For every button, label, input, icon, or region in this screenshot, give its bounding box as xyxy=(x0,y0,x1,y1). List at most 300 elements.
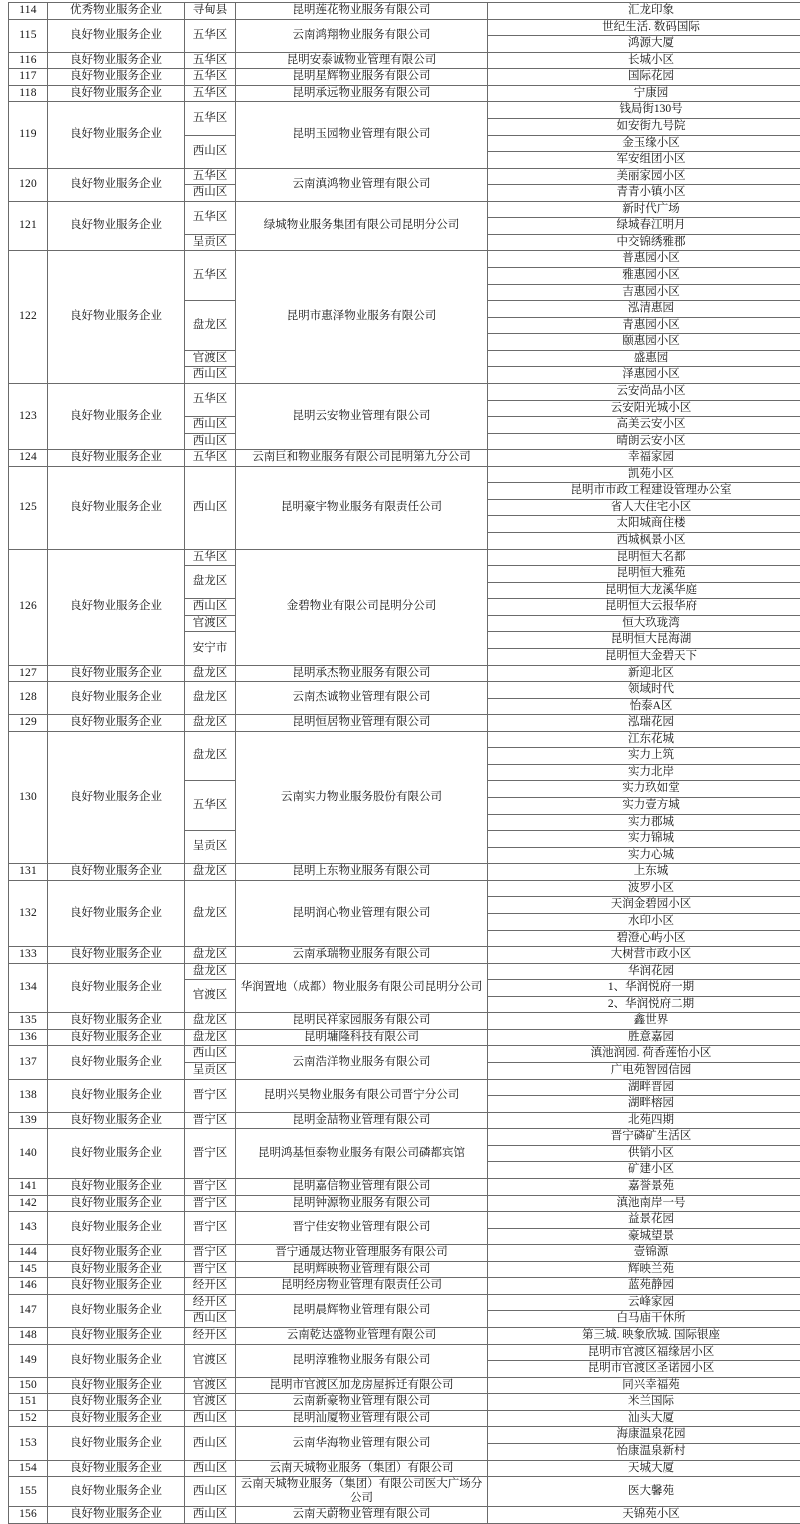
project-name-cell: 华润花园 xyxy=(488,963,800,980)
project-name-cell: 滇池南岸一号 xyxy=(488,1195,800,1212)
row-number-cell: 124 xyxy=(9,450,48,467)
company-name-cell: 云南华海物业管理有限公司 xyxy=(236,1427,488,1460)
district-cell: 五华区 xyxy=(185,549,236,566)
row-number-cell: 117 xyxy=(9,69,48,86)
company-name-cell: 昆明玉园物业管理有限公司 xyxy=(236,102,488,168)
company-name-cell: 云南实力物业服务股份有限公司 xyxy=(236,731,488,864)
row-number-cell: 150 xyxy=(9,1377,48,1394)
district-cell: 西山区 xyxy=(185,1410,236,1427)
district-cell: 晋宁区 xyxy=(185,1178,236,1195)
project-name-cell: 碧澄心屿小区 xyxy=(488,930,800,947)
district-cell: 盘龙区 xyxy=(185,1029,236,1046)
project-name-cell: 鑫世界 xyxy=(488,1013,800,1030)
category-cell: 良好物业服务企业 xyxy=(48,1046,185,1079)
project-name-cell: 北苑四期 xyxy=(488,1112,800,1129)
project-name-cell: 幸福家园 xyxy=(488,450,800,467)
company-name-cell: 昆明承远物业服务有限公司 xyxy=(236,85,488,102)
district-cell: 五华区 xyxy=(185,19,236,52)
row-number-cell: 118 xyxy=(9,85,48,102)
project-name-cell: 昆明恒大龙溪华庭 xyxy=(488,582,800,599)
company-name-cell: 云南新豪物业管理有限公司 xyxy=(236,1394,488,1411)
category-cell: 良好物业服务企业 xyxy=(48,1377,185,1394)
district-cell: 五华区 xyxy=(185,69,236,86)
district-cell: 呈贡区 xyxy=(185,1063,236,1080)
project-name-cell: 国际花园 xyxy=(488,69,800,86)
district-cell: 盘龙区 xyxy=(185,963,236,980)
district-cell: 呈贡区 xyxy=(185,234,236,251)
category-cell: 良好物业服务企业 xyxy=(48,383,185,449)
table-row xyxy=(9,450,800,467)
company-name-cell: 云南杰诚物业管理有限公司 xyxy=(236,682,488,715)
project-name-cell: 泽惠园小区 xyxy=(488,367,800,384)
district-cell: 经开区 xyxy=(185,1328,236,1345)
project-name-cell: 晋宁磷矿生活区 xyxy=(488,1129,800,1146)
project-name-cell: 昆明市官渡区福缘居小区 xyxy=(488,1344,800,1361)
project-name-cell: 领域时代 xyxy=(488,682,800,699)
enterprise-roster-table xyxy=(8,2,800,1524)
district-cell: 西山区 xyxy=(185,433,236,450)
company-name-cell: 华润置地（成都）物业服务有限公司昆明分公司 xyxy=(236,963,488,1013)
district-cell: 晋宁区 xyxy=(185,1129,236,1179)
category-cell: 良好物业服务企业 xyxy=(48,947,185,964)
table-row xyxy=(9,682,800,699)
company-name-cell: 云南滇鸿物业管理有限公司 xyxy=(236,168,488,201)
company-name-cell: 昆明云安物业管理有限公司 xyxy=(236,383,488,449)
table-row xyxy=(9,715,800,732)
project-name-cell: 高美云安小区 xyxy=(488,417,800,434)
row-number-cell: 125 xyxy=(9,466,48,549)
district-cell: 寻甸县 xyxy=(185,3,236,20)
district-cell: 盘龙区 xyxy=(185,880,236,946)
row-number-cell: 154 xyxy=(9,1460,48,1477)
category-cell: 良好物业服务企业 xyxy=(48,1394,185,1411)
project-name-cell: 广电苑智园信园 xyxy=(488,1063,800,1080)
table-row xyxy=(9,947,800,964)
project-name-cell: 湖畔晋园 xyxy=(488,1079,800,1096)
project-name-cell: 辉映兰苑 xyxy=(488,1261,800,1278)
category-cell: 良好物业服务企业 xyxy=(48,665,185,682)
district-cell: 晋宁区 xyxy=(185,1112,236,1129)
company-name-cell: 昆明嘉信物业管理有限公司 xyxy=(236,1178,488,1195)
district-cell: 五华区 xyxy=(185,450,236,467)
district-cell: 晋宁区 xyxy=(185,1261,236,1278)
row-number-cell: 120 xyxy=(9,168,48,201)
row-number-cell: 119 xyxy=(9,102,48,168)
table-row xyxy=(9,1278,800,1295)
project-name-cell: 蓝苑静园 xyxy=(488,1278,800,1295)
project-name-cell: 中交锦绣雅郡 xyxy=(488,234,800,251)
table-row xyxy=(9,1294,800,1311)
project-name-cell: 青惠园小区 xyxy=(488,317,800,334)
company-name-cell: 昆明恒居物业管理有限公司 xyxy=(236,715,488,732)
project-name-cell: 新迎北区 xyxy=(488,665,800,682)
company-name-cell: 昆明辉映物业管理有限公司 xyxy=(236,1261,488,1278)
row-number-cell: 147 xyxy=(9,1294,48,1327)
table-row xyxy=(9,1507,800,1524)
row-number-cell: 127 xyxy=(9,665,48,682)
project-name-cell: 钱局街130号 xyxy=(488,102,800,119)
category-cell: 良好物业服务企业 xyxy=(48,1294,185,1327)
row-number-cell: 133 xyxy=(9,947,48,964)
project-name-cell: 供销小区 xyxy=(488,1145,800,1162)
category-cell: 良好物业服务企业 xyxy=(48,1245,185,1262)
table-row xyxy=(9,1394,800,1411)
table-row xyxy=(9,1427,800,1444)
category-cell: 良好物业服务企业 xyxy=(48,549,185,665)
project-name-cell: 怡康温泉新村 xyxy=(488,1443,800,1460)
project-name-cell: 海康温泉花园 xyxy=(488,1427,800,1444)
company-name-cell: 昆明墉隆科技有限公司 xyxy=(236,1029,488,1046)
row-number-cell: 131 xyxy=(9,864,48,881)
row-number-cell: 156 xyxy=(9,1507,48,1524)
district-cell: 五华区 xyxy=(185,383,236,416)
category-cell: 良好物业服务企业 xyxy=(48,1427,185,1460)
category-cell: 良好物业服务企业 xyxy=(48,880,185,946)
table-row xyxy=(9,19,800,36)
table-row xyxy=(9,1112,800,1129)
district-cell: 五华区 xyxy=(185,52,236,69)
district-cell: 五华区 xyxy=(185,85,236,102)
row-number-cell: 145 xyxy=(9,1261,48,1278)
project-name-cell: 矿建小区 xyxy=(488,1162,800,1179)
district-cell: 盘龙区 xyxy=(185,301,236,351)
company-name-cell: 昆明汕厦物业管理有限公司 xyxy=(236,1410,488,1427)
project-name-cell: 美丽家园小区 xyxy=(488,168,800,185)
table-row xyxy=(9,665,800,682)
row-number-cell: 136 xyxy=(9,1029,48,1046)
district-cell: 五华区 xyxy=(185,781,236,831)
project-name-cell: 绿城春江明月 xyxy=(488,218,800,235)
company-name-cell: 昆明钟源物业服务有限公司 xyxy=(236,1195,488,1212)
company-name-cell: 昆明市官渡区加龙房屋拆迁有限公司 xyxy=(236,1377,488,1394)
company-name-cell: 昆明经房物业管理有限责任公司 xyxy=(236,1278,488,1295)
project-name-cell: 云安尚品小区 xyxy=(488,383,800,400)
table-row xyxy=(9,1195,800,1212)
project-name-cell: 同兴幸福苑 xyxy=(488,1377,800,1394)
project-name-cell: 泓清惠园 xyxy=(488,301,800,318)
district-cell: 盘龙区 xyxy=(185,566,236,599)
row-number-cell: 140 xyxy=(9,1129,48,1179)
district-cell: 经开区 xyxy=(185,1294,236,1311)
project-name-cell: 鸿源大厦 xyxy=(488,36,800,53)
company-name-cell: 晋宁通晟达物业管理服务有限公司 xyxy=(236,1245,488,1262)
project-name-cell: 天锦苑小区 xyxy=(488,1507,800,1524)
company-name-cell: 昆明市惠泽物业服务有限公司 xyxy=(236,251,488,384)
project-name-cell: 太阳城商住楼 xyxy=(488,516,800,533)
project-name-cell: 天润金碧园小区 xyxy=(488,897,800,914)
project-name-cell: 昆明市市政工程建设管理办公室 xyxy=(488,483,800,500)
category-cell: 良好物业服务企业 xyxy=(48,1328,185,1345)
company-name-cell: 昆明星辉物业服务有限公司 xyxy=(236,69,488,86)
row-number-cell: 123 xyxy=(9,383,48,449)
project-name-cell: 云峰家园 xyxy=(488,1294,800,1311)
district-cell: 盘龙区 xyxy=(185,682,236,715)
category-cell: 良好物业服务企业 xyxy=(48,201,185,251)
district-cell: 官渡区 xyxy=(185,980,236,1013)
table-row xyxy=(9,383,800,400)
row-number-cell: 126 xyxy=(9,549,48,665)
table-row xyxy=(9,1460,800,1477)
row-number-cell: 115 xyxy=(9,19,48,52)
row-number-cell: 116 xyxy=(9,52,48,69)
table-row xyxy=(9,731,800,748)
category-cell: 良好物业服务企业 xyxy=(48,682,185,715)
company-name-cell: 云南鸿翔物业服务有限公司 xyxy=(236,19,488,52)
row-number-cell: 155 xyxy=(9,1477,48,1507)
company-name-cell: 昆明鸿基恒泰物业服务有限公司磷都宾馆 xyxy=(236,1129,488,1179)
category-cell: 良好物业服务企业 xyxy=(48,466,185,549)
district-cell: 官渡区 xyxy=(185,1394,236,1411)
company-name-cell: 金碧物业有限公司昆明分公司 xyxy=(236,549,488,665)
category-cell: 良好物业服务企业 xyxy=(48,85,185,102)
company-name-cell: 云南承瑞物业服务有限公司 xyxy=(236,947,488,964)
category-cell: 良好物业服务企业 xyxy=(48,69,185,86)
district-cell: 五华区 xyxy=(185,102,236,135)
row-number-cell: 142 xyxy=(9,1195,48,1212)
project-name-cell: 实力锦城 xyxy=(488,831,800,848)
category-cell: 良好物业服务企业 xyxy=(48,1013,185,1030)
project-name-cell: 军安组团小区 xyxy=(488,152,800,169)
company-name-cell: 云南巨和物业服务有限公司昆明第九分公司 xyxy=(236,450,488,467)
project-name-cell: 省人大住宅小区 xyxy=(488,499,800,516)
row-number-cell: 149 xyxy=(9,1344,48,1377)
row-number-cell: 134 xyxy=(9,963,48,1013)
project-name-cell: 昆明恒大昆海湖 xyxy=(488,632,800,649)
table-row xyxy=(9,880,800,897)
project-name-cell: 水印小区 xyxy=(488,913,800,930)
row-number-cell: 139 xyxy=(9,1112,48,1129)
category-cell: 良好物业服务企业 xyxy=(48,52,185,69)
row-number-cell: 122 xyxy=(9,251,48,384)
district-cell: 官渡区 xyxy=(185,1344,236,1377)
table-row xyxy=(9,864,800,881)
company-name-cell: 昆明晨辉物业管理有限公司 xyxy=(236,1294,488,1327)
table-row xyxy=(9,963,800,980)
project-name-cell: 医大馨苑 xyxy=(488,1477,800,1507)
project-name-cell: 金玉缘小区 xyxy=(488,135,800,152)
project-name-cell: 昆明恒大雅苑 xyxy=(488,566,800,583)
category-cell: 良好物业服务企业 xyxy=(48,1112,185,1129)
table-row xyxy=(9,1013,800,1030)
table-row xyxy=(9,1477,800,1507)
project-name-cell: 颐惠园小区 xyxy=(488,334,800,351)
project-name-cell: 壹锦源 xyxy=(488,1245,800,1262)
company-name-cell: 云南天城物业服务（集团）有限公司 xyxy=(236,1460,488,1477)
district-cell: 呈贡区 xyxy=(185,831,236,864)
project-name-cell: 实力心城 xyxy=(488,847,800,864)
table-row xyxy=(9,1261,800,1278)
row-number-cell: 114 xyxy=(9,3,48,20)
company-name-cell: 云南天蔚物业管理有限公司 xyxy=(236,1507,488,1524)
table-row xyxy=(9,466,800,483)
company-name-cell: 昆明上东物业服务有限公司 xyxy=(236,864,488,881)
category-cell: 良好物业服务企业 xyxy=(48,102,185,168)
district-cell: 西山区 xyxy=(185,599,236,616)
row-number-cell: 137 xyxy=(9,1046,48,1079)
district-cell: 盘龙区 xyxy=(185,715,236,732)
company-name-cell: 昆明民祥家园服务有限公司 xyxy=(236,1013,488,1030)
table-row xyxy=(9,1178,800,1195)
project-name-cell: 盛惠园 xyxy=(488,350,800,367)
table-row xyxy=(9,1046,800,1063)
district-cell: 官渡区 xyxy=(185,1377,236,1394)
project-name-cell: 云安阳光城小区 xyxy=(488,400,800,417)
table-row xyxy=(9,1328,800,1345)
district-cell: 西山区 xyxy=(185,1311,236,1328)
district-cell: 西山区 xyxy=(185,1477,236,1507)
table-row xyxy=(9,251,800,268)
project-name-cell: 2、华润悦府二期 xyxy=(488,996,800,1013)
category-cell: 良好物业服务企业 xyxy=(48,1029,185,1046)
table-row xyxy=(9,201,800,218)
table-body xyxy=(9,3,800,1524)
project-name-cell: 新时代广场 xyxy=(488,201,800,218)
project-name-cell: 泓瑞花园 xyxy=(488,715,800,732)
district-cell: 盘龙区 xyxy=(185,947,236,964)
category-cell: 良好物业服务企业 xyxy=(48,715,185,732)
row-number-cell: 130 xyxy=(9,731,48,864)
category-cell: 良好物业服务企业 xyxy=(48,1178,185,1195)
row-number-cell: 153 xyxy=(9,1427,48,1460)
district-cell: 官渡区 xyxy=(185,615,236,632)
district-cell: 五华区 xyxy=(185,201,236,234)
project-name-cell: 益景花园 xyxy=(488,1212,800,1229)
category-cell: 优秀物业服务企业 xyxy=(48,3,185,20)
company-name-cell: 云南乾达盛物业管理有限公司 xyxy=(236,1328,488,1345)
table-row xyxy=(9,1377,800,1394)
district-cell: 晋宁区 xyxy=(185,1195,236,1212)
project-name-cell: 实力壹方城 xyxy=(488,798,800,815)
project-name-cell: 实力郡城 xyxy=(488,814,800,831)
category-cell: 良好物业服务企业 xyxy=(48,1079,185,1112)
company-name-cell: 云南浩洋物业服务有限公司 xyxy=(236,1046,488,1079)
category-cell: 良好物业服务企业 xyxy=(48,450,185,467)
project-name-cell: 吉惠园小区 xyxy=(488,284,800,301)
category-cell: 良好物业服务企业 xyxy=(48,1278,185,1295)
project-name-cell: 汇龙印象 xyxy=(488,3,800,20)
district-cell: 西山区 xyxy=(185,1507,236,1524)
district-cell: 五华区 xyxy=(185,251,236,301)
district-cell: 西山区 xyxy=(185,1046,236,1063)
row-number-cell: 128 xyxy=(9,682,48,715)
table-row xyxy=(9,1245,800,1262)
category-cell: 良好物业服务企业 xyxy=(48,731,185,864)
project-name-cell: 昆明市官渡区圣诺园小区 xyxy=(488,1361,800,1378)
category-cell: 良好物业服务企业 xyxy=(48,1477,185,1507)
company-name-cell: 昆明兴昊物业服务有限公司晋宁分公司 xyxy=(236,1079,488,1112)
project-name-cell: 湖畔榕园 xyxy=(488,1096,800,1113)
category-cell: 良好物业服务企业 xyxy=(48,19,185,52)
row-number-cell: 144 xyxy=(9,1245,48,1262)
district-cell: 西山区 xyxy=(185,1460,236,1477)
row-number-cell: 146 xyxy=(9,1278,48,1295)
district-cell: 经开区 xyxy=(185,1278,236,1295)
project-name-cell: 白马庙干休所 xyxy=(488,1311,800,1328)
row-number-cell: 132 xyxy=(9,880,48,946)
table-row xyxy=(9,1079,800,1096)
project-name-cell: 青青小镇小区 xyxy=(488,185,800,202)
project-name-cell: 上东城 xyxy=(488,864,800,881)
table-row xyxy=(9,102,800,119)
project-name-cell: 雅惠园小区 xyxy=(488,268,800,285)
company-name-cell: 昆明安泰诚物业管理有限公司 xyxy=(236,52,488,69)
row-number-cell: 151 xyxy=(9,1394,48,1411)
project-name-cell: 天城大厦 xyxy=(488,1460,800,1477)
row-number-cell: 143 xyxy=(9,1212,48,1245)
district-cell: 盘龙区 xyxy=(185,1013,236,1030)
district-cell: 西山区 xyxy=(185,1427,236,1460)
project-name-cell: 嘉誉景苑 xyxy=(488,1178,800,1195)
table-row xyxy=(9,168,800,185)
district-cell: 盘龙区 xyxy=(185,864,236,881)
category-cell: 良好物业服务企业 xyxy=(48,864,185,881)
table-row xyxy=(9,85,800,102)
company-name-cell: 昆明莲花物业服务有限公司 xyxy=(236,3,488,20)
project-name-cell: 实力北岸 xyxy=(488,764,800,781)
row-number-cell: 129 xyxy=(9,715,48,732)
district-cell: 西山区 xyxy=(185,367,236,384)
table-row xyxy=(9,549,800,566)
category-cell: 良好物业服务企业 xyxy=(48,251,185,384)
table-row xyxy=(9,69,800,86)
category-cell: 良好物业服务企业 xyxy=(48,1460,185,1477)
category-cell: 良好物业服务企业 xyxy=(48,1261,185,1278)
district-cell: 西山区 xyxy=(185,185,236,202)
project-name-cell: 实力玖如堂 xyxy=(488,781,800,798)
project-name-cell: 昆明恒大名都 xyxy=(488,549,800,566)
project-name-cell: 如安街九号院 xyxy=(488,118,800,135)
district-cell: 官渡区 xyxy=(185,350,236,367)
project-name-cell: 实力上筑 xyxy=(488,748,800,765)
row-number-cell: 138 xyxy=(9,1079,48,1112)
project-name-cell: 大树营市政小区 xyxy=(488,947,800,964)
table-row xyxy=(9,52,800,69)
project-name-cell: 怡泰A区 xyxy=(488,698,800,715)
table-row xyxy=(9,3,800,20)
category-cell: 良好物业服务企业 xyxy=(48,1195,185,1212)
category-cell: 良好物业服务企业 xyxy=(48,1344,185,1377)
company-name-cell: 晋宁佳安物业管理有限公司 xyxy=(236,1212,488,1245)
project-name-cell: 波罗小区 xyxy=(488,880,800,897)
project-name-cell: 滇池润园. 荷香莲怡小区 xyxy=(488,1046,800,1063)
district-cell: 盘龙区 xyxy=(185,731,236,781)
project-name-cell: 恒大玖珑湾 xyxy=(488,615,800,632)
project-name-cell: 晴朗云安小区 xyxy=(488,433,800,450)
district-cell: 晋宁区 xyxy=(185,1079,236,1112)
table-row xyxy=(9,1129,800,1146)
row-number-cell: 121 xyxy=(9,201,48,251)
project-name-cell: 普惠园小区 xyxy=(488,251,800,268)
company-name-cell: 绿城物业服务集团有限公司昆明分公司 xyxy=(236,201,488,251)
table-row xyxy=(9,1344,800,1361)
project-name-cell: 胜意嘉园 xyxy=(488,1029,800,1046)
district-cell: 晋宁区 xyxy=(185,1245,236,1262)
district-cell: 盘龙区 xyxy=(185,665,236,682)
category-cell: 良好物业服务企业 xyxy=(48,1212,185,1245)
company-name-cell: 昆明承杰物业服务有限公司 xyxy=(236,665,488,682)
project-name-cell: 凯苑小区 xyxy=(488,466,800,483)
company-name-cell: 昆明豪宇物业服务有限责任公司 xyxy=(236,466,488,549)
row-number-cell: 148 xyxy=(9,1328,48,1345)
project-name-cell: 1、华润悦府一期 xyxy=(488,980,800,997)
project-name-cell: 长城小区 xyxy=(488,52,800,69)
category-cell: 良好物业服务企业 xyxy=(48,1410,185,1427)
project-name-cell: 宁康园 xyxy=(488,85,800,102)
table-row xyxy=(9,1212,800,1229)
company-name-cell: 昆明金喆物业管理有限公司 xyxy=(236,1112,488,1129)
project-name-cell: 豪城望景 xyxy=(488,1228,800,1245)
table-row xyxy=(9,1410,800,1427)
